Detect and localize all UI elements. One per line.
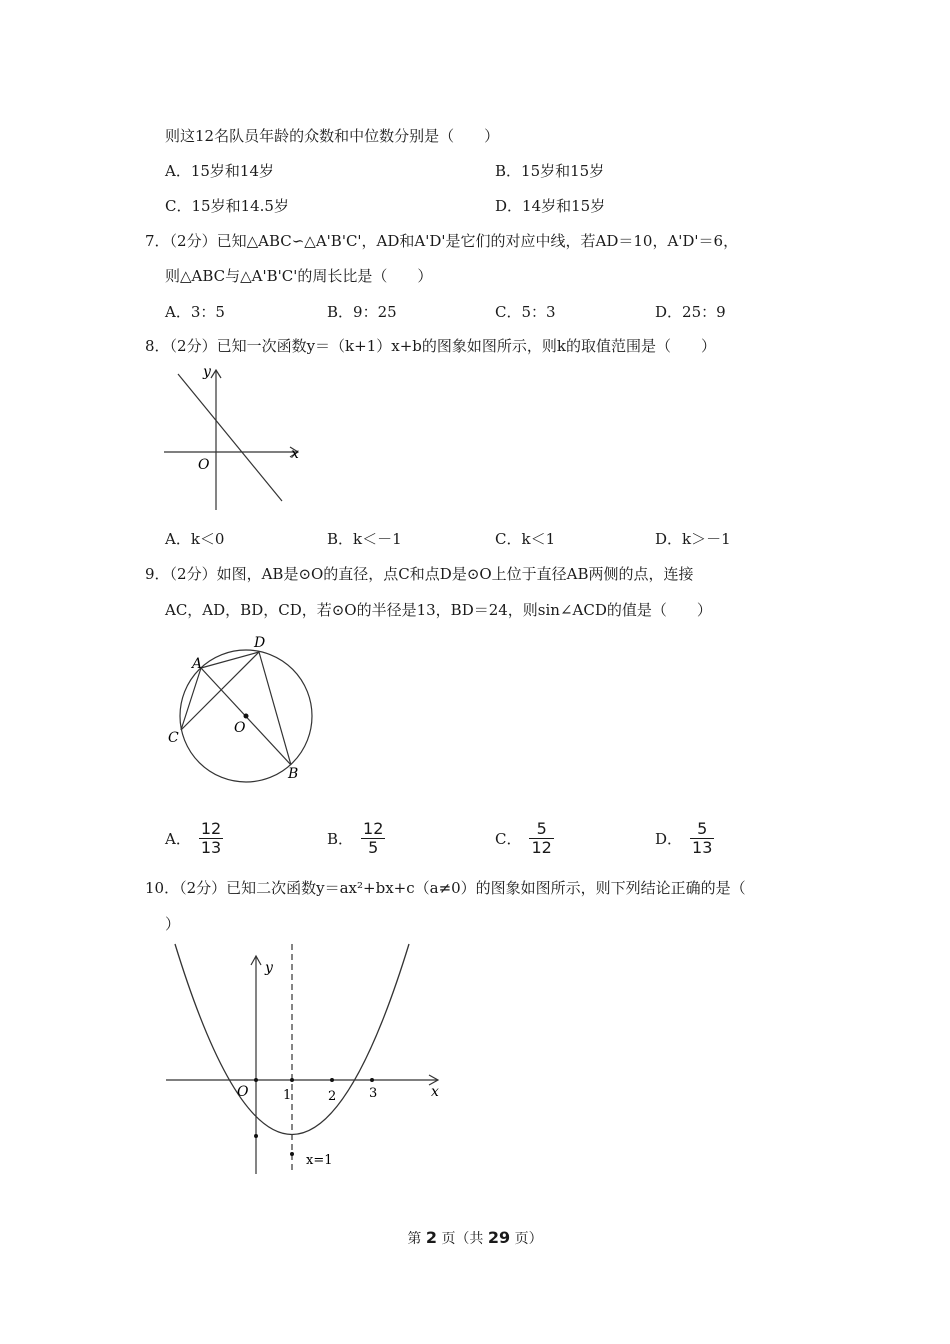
- q8-y-label: y: [203, 364, 211, 380]
- q9-option-b-label: B．: [327, 830, 354, 849]
- q9-center-point: [244, 714, 249, 719]
- q10-tick3-label: 3: [369, 1086, 378, 1101]
- q10-tick3-point: [370, 1078, 374, 1082]
- q9-center-label: O: [234, 720, 246, 736]
- q10-vertex-point: [290, 1152, 294, 1156]
- q6-option-d: D．14岁和15岁: [495, 197, 606, 215]
- q7-option-c: C．5：3: [495, 303, 556, 321]
- q10-origin-point: [254, 1078, 258, 1082]
- q9-option-c: [495, 820, 554, 857]
- q9-point-d-label: D: [254, 635, 266, 651]
- footer-suffix: 页）: [514, 1231, 543, 1247]
- q9-option-d-label: D．: [655, 830, 683, 849]
- q8-linear-graph: [160, 362, 310, 514]
- q10-y-intercept-point: [254, 1134, 258, 1138]
- q9-option-a: [165, 820, 223, 857]
- q9-option-d-denominator: 13: [692, 838, 713, 858]
- q10-tick1-label: 1: [283, 1088, 292, 1103]
- q9-option-a-numerator: 12: [200, 819, 222, 838]
- footer-middle: 页（共: [441, 1231, 484, 1247]
- q8-origin-label: O: [198, 457, 210, 473]
- q8-stem: 8．（2分）已知一次函数y＝（k+1）x+b的图象如图所示，则k的取值范围是（ ）: [145, 337, 716, 355]
- q8-option-b: B．k＜－1: [327, 530, 402, 548]
- q9-option-b-denominator: 5: [368, 838, 379, 858]
- q10-tick2-label: 2: [328, 1089, 337, 1104]
- q7-stem-line2: 则△ABC与△A'B'C'的周长比是（ ）: [165, 267, 433, 285]
- q9-point-c-label: C: [168, 730, 179, 746]
- q9-option-d-fraction: [690, 820, 714, 857]
- q9-option-c-numerator: 5: [536, 819, 547, 838]
- q10-symmetry-label: x=1: [306, 1153, 333, 1168]
- q9-option-c-denominator: 12: [531, 838, 552, 858]
- q7-stem-line1: 7．（2分）已知△ABC∽△A'B'C'，AD和A'D'是它们的对应中线，若AD＝10，A'D'＝6，: [145, 232, 739, 250]
- q8-option-d: D．k＞－1: [655, 530, 731, 548]
- q7-option-d: D．25：9: [655, 303, 726, 321]
- q9-option-b-numerator: 12: [363, 819, 384, 838]
- q8-option-a: A．k＜0: [165, 530, 225, 548]
- q6-stem: 则这12名队员年龄的众数和中位数分别是（ ）: [165, 127, 500, 145]
- q9-option-a-denominator: 13: [200, 838, 222, 858]
- q9-option-b-fraction: [361, 820, 385, 857]
- q9-option-d-numerator: 5: [697, 819, 708, 838]
- q7-option-a: A．3：5: [165, 303, 225, 321]
- q9-option-c-fraction: [529, 820, 553, 857]
- q8-option-c: C．k＜1: [495, 530, 556, 548]
- page-footer: [0, 1228, 950, 1248]
- q9-stem-line2: AC，AD，BD，CD，若⊙O的半径是13，BD＝24，则sin∠ACD的值是（ ）: [165, 601, 712, 619]
- footer-total-pages: 29: [487, 1228, 511, 1247]
- q9-point-b-label: B: [288, 766, 299, 782]
- q10-tick1-point: [290, 1078, 294, 1082]
- q9-option-a-label: A．: [165, 830, 191, 849]
- q9-circle-figure: [160, 630, 325, 785]
- footer-page-number: 2: [425, 1228, 437, 1247]
- q8-x-label: x: [291, 446, 299, 462]
- q6-option-a: A．15岁和14岁: [165, 162, 275, 180]
- q10-stem-line2: ）: [165, 915, 181, 933]
- q10-parabola-graph: [160, 940, 450, 1180]
- q9-option-c-label: C．: [495, 830, 522, 849]
- q8-function-line: [178, 374, 282, 501]
- q10-origin-label: O: [237, 1084, 249, 1100]
- q10-stem-line1: 10．（2分）已知二次函数y＝ax²+bx+c（a≠0）的图象如图所示，则下列结论正确的是（: [145, 879, 746, 897]
- q6-option-b: B．15岁和15岁: [495, 162, 605, 180]
- q10-tick2-point: [330, 1078, 334, 1082]
- q9-option-b: [327, 820, 385, 857]
- footer-prefix: 第: [407, 1231, 422, 1247]
- q6-option-c: C．15岁和14.5岁: [165, 197, 289, 215]
- q9-stem-line1: 9．（2分）如图，AB是⊙O的直径，点C和点D是⊙O上位于直径AB两侧的点，连接: [145, 565, 694, 583]
- q9-option-a-fraction: [199, 820, 223, 857]
- q9-option-d: [655, 820, 714, 857]
- q10-y-label: y: [265, 960, 273, 976]
- q7-option-b: B．9：25: [327, 303, 397, 321]
- q9-point-a-label: A: [192, 656, 203, 672]
- q10-x-label: x: [431, 1084, 439, 1100]
